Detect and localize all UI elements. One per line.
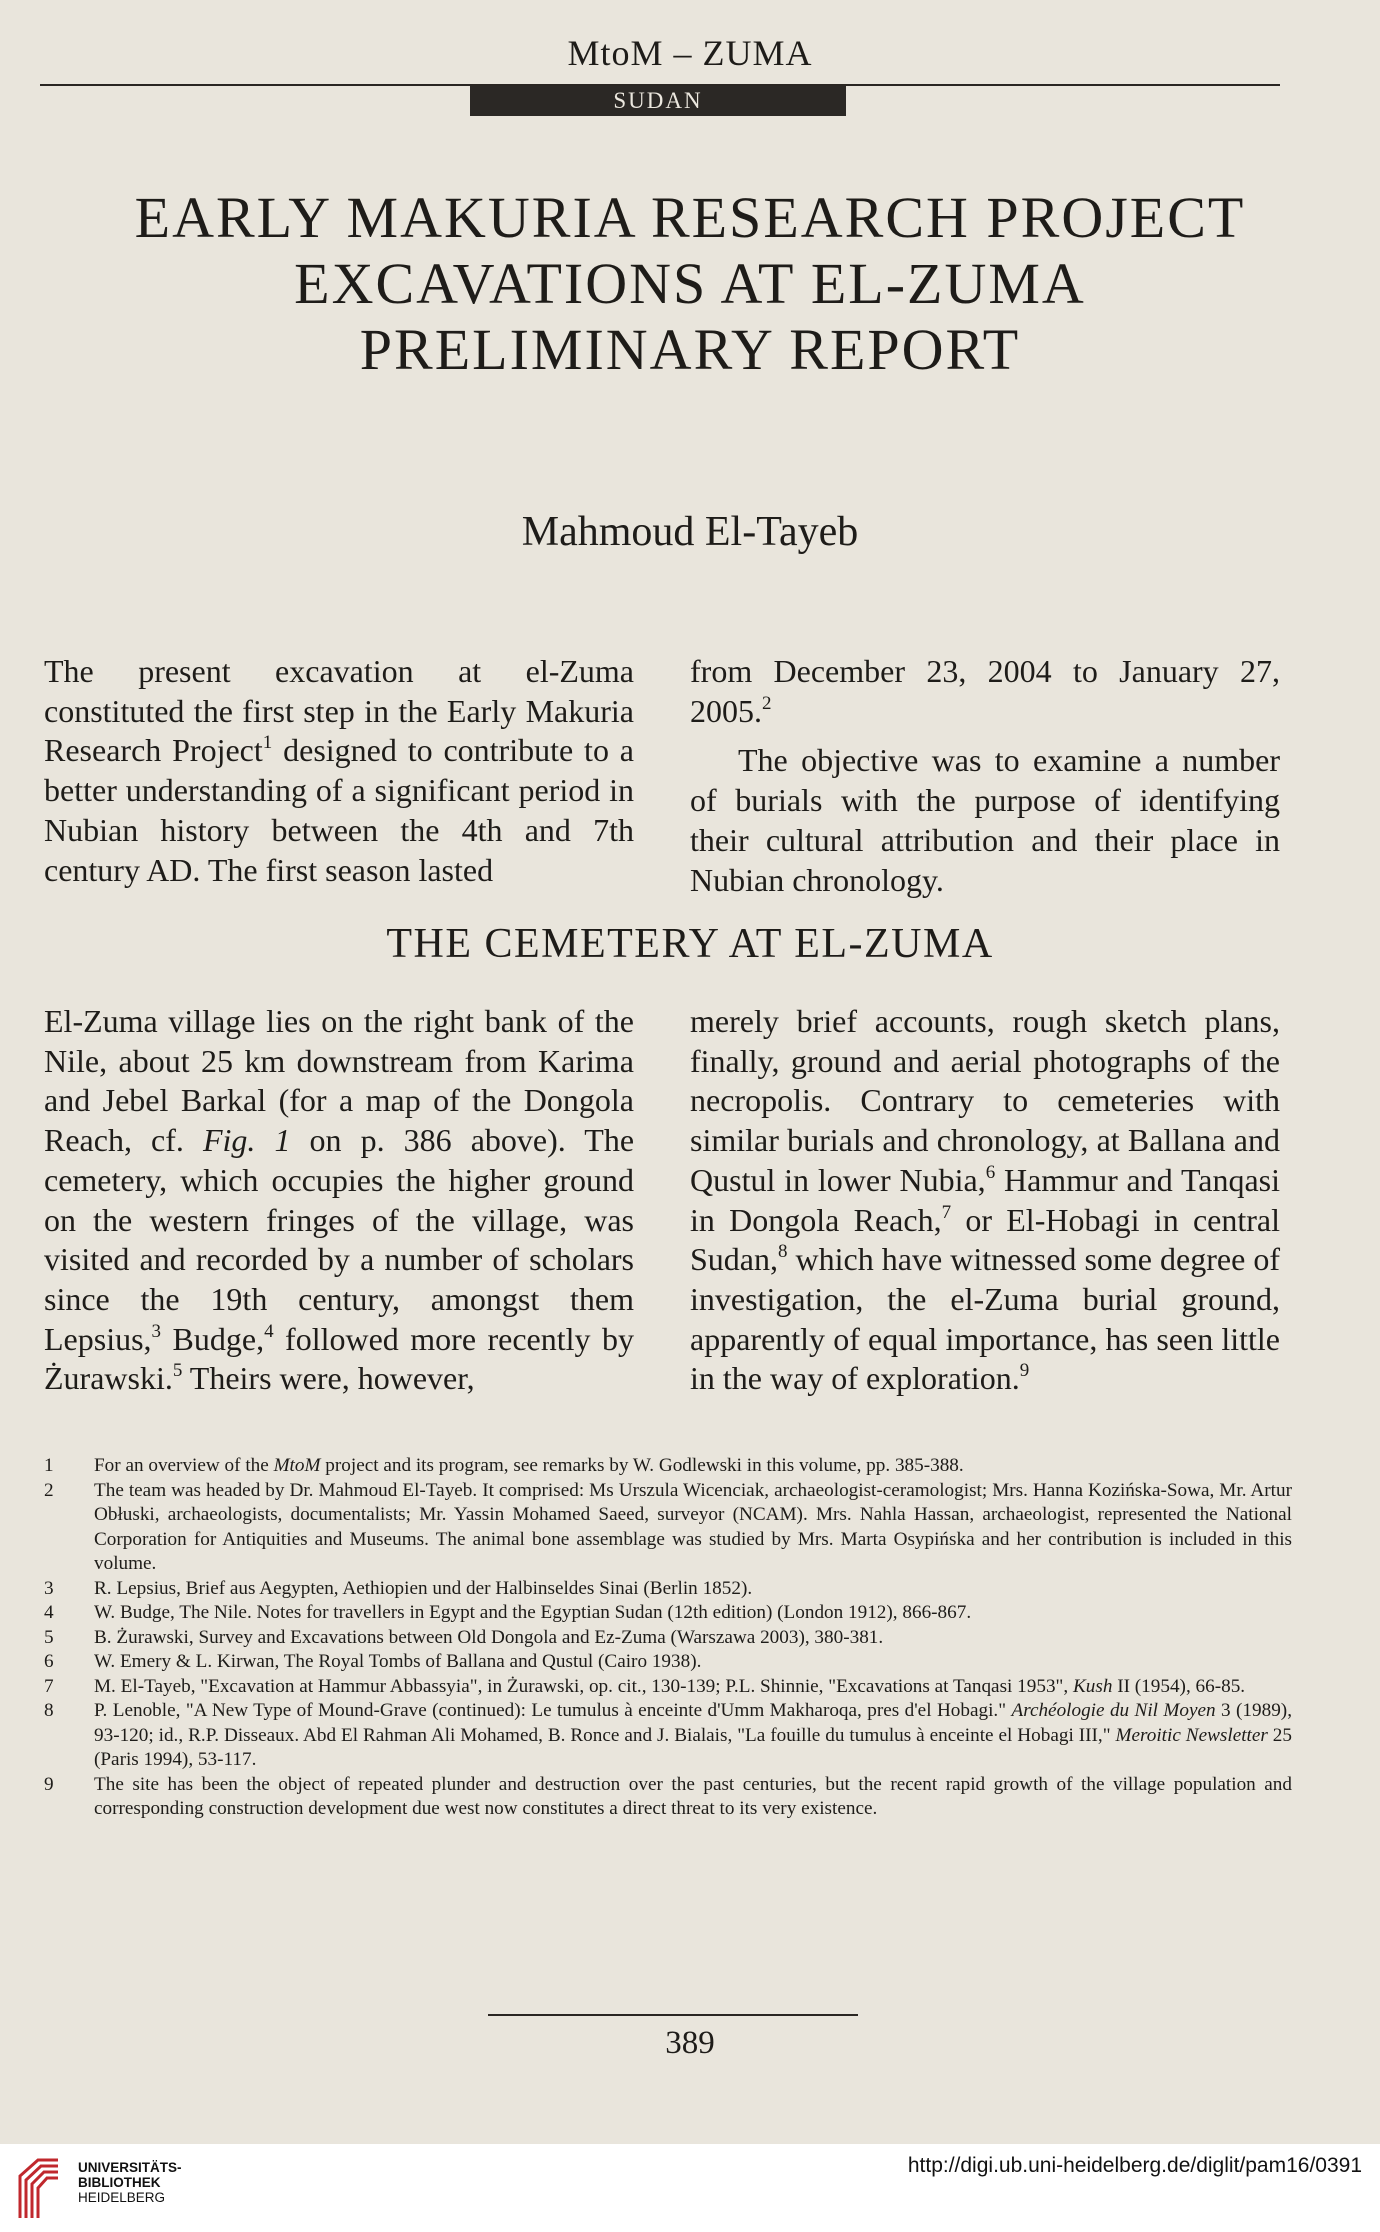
cemetery-paragraph: El-Zuma village lies on the right bank of the Nile, about 25 km downstream from Karima and Jebel Barkal (for a map of the Dongola Reach, cf. Fig. 1 on p. 386 above). The cemetery, which occupies the higher ground on the western fringes of the village, was visited and recorded by a number of scholars since the 19th century, amongst them Lepsius,$^3$ Budge,$^4$ followed more recently by Żurawski.$^5$ Theirs were, however, [44, 1003, 635, 1397]
library-logo-icon [16, 2154, 62, 2222]
title-line-1: EARLY MAKURIA RESEARCH PROJECT [134, 185, 1246, 250]
footnote-ref-6[interactable]: 6 [985, 1161, 996, 1183]
footnote-8: 8 P. Lenoble, "A New Type of Mound-Grave (continued): Le tumulus à enceinte d'Umm Makharoqa, pres d'el Hobagi." Archéologie du Nil Moyen 3 (1989), 93-120; id., R.P. Disseaux. Abd El Rahman Ali Mohamed, B. Ronce and J. Bialais, "La fouille du tumulus à enceinte el Hobagi III," Meroitic Newsletter 25 (Paris 1994), 53-117. [44, 1700, 1292, 1770]
section-heading: THE CEMETERY AT EL-ZUMA [386, 921, 994, 967]
title-line-2: EXCAVATIONS AT EL-ZUMA [294, 251, 1086, 316]
footnote-ref-5[interactable]: 5 [172, 1360, 183, 1382]
footnote-5: 5 B. Żurawski, Survey and Excavations between Old Dongola and Ez-Zuma (Warszawa 2003), 380-381. [44, 1626, 884, 1648]
footnote-7: 7 M. El-Tayeb, "Excavation at Hammur Abbassyia", in Żurawski, op. cit., 130-139; P.L. Shinnie, "Excavations at Tanqasi 1953", Kush II (1954), 66-85. [44, 1675, 1246, 1697]
page-number: 389 [665, 2025, 715, 2061]
library-url-link[interactable]: http://digi.ub.uni-heidelberg.de/diglit/pam16/0391 [907, 2154, 1362, 2177]
intro-paragraph-1: The present excavation at el-Zuma constituted the first step in the Early Makuria Research Project$^1$ designed to contribute to a better understanding of a significant period in Nubian history between the 4th and 7th century AD. The first season lasted [44, 653, 635, 888]
intro-left-column [44, 652, 634, 890]
library-name: UNIVERSITÄTS- BIBLIOTHEK HEIDELBERG [78, 2160, 182, 2205]
intro-right-column [690, 652, 1280, 900]
article-title [40, 185, 1340, 383]
author-name: Mahmoud El-Tayeb [521, 509, 859, 555]
footnote-ref-2[interactable]: 2 [762, 692, 772, 714]
footnote-6: 6 W. Emery & L. Kirwan, The Royal Tombs of Ballana and Qustul (Cairo 1938). [44, 1651, 702, 1672]
footnote-4: 4 W. Budge, The Nile. Notes for travellers in Egypt and the Egyptian Sudan (12th edition) (London 1912), 866-867. [44, 1602, 972, 1623]
footnotes [44, 1454, 1292, 1822]
intro-paragraph-2: The objective was to examine a number of burials with the purpose of identifying their cultural attribution and their place in Nubian chronology. [690, 742, 1280, 898]
cemetery-left-column [44, 1002, 634, 1399]
figure-reference[interactable]: Fig. 1 [202, 1122, 291, 1159]
country-badge: SUDAN [470, 86, 846, 116]
footnote-ref-7[interactable]: 7 [941, 1201, 952, 1223]
footnote-1: 1 For an overview of the MtoM project and its program, see remarks by W. Godlewski in this volume, pp. 385-388. [44, 1455, 964, 1476]
footnote-ref-4[interactable]: 4 [264, 1320, 274, 1342]
footnote-ref-1[interactable]: 1 [262, 732, 273, 754]
cemetery-right-column [690, 1002, 1280, 1399]
library-footer [0, 2144, 1380, 2232]
page-number-rule [488, 2014, 858, 2016]
title-line-3: PRELIMINARY REPORT [359, 317, 1021, 382]
running-head: MtoM – ZUMA [567, 33, 813, 73]
footnote-ref-9[interactable]: 9 [1019, 1360, 1030, 1382]
footnote-2: 2 The team was headed by Dr. Mahmoud El-Tayeb. It comprised: Ms Urszula Wicenciak, archaeologist-ceramologist; Mrs. Hanna Kozińska-Sowa, Mr. Artur Obłuski, archaeologists, documentalists; Mr. Yassin Mohamed Saeed, surveyor (NCAM). Mrs. Nahla Hassan, archaeologist, represented the National Corporation for Antiquities and Museums. The animal bone assemblage was studied by Mrs. Marta Osypińska and her contribution is included in this volume. [44, 1479, 1292, 1574]
footnote-3: 3 R. Lepsius, Brief aus Aegypten, Aethiopien und der Halbinseldes Sinai (Berlin 1852). [44, 1577, 753, 1599]
intro-paragraph-continued: from December 23, 2004 to January 27, 2005.$^2$ [690, 653, 1280, 729]
footnote-ref-8[interactable]: 8 [778, 1241, 788, 1263]
footnote-ref-3[interactable]: 3 [151, 1320, 162, 1342]
cemetery-paragraph-continued: merely brief accounts, rough sketch plans, finally, ground and aerial photographs of the necropolis. Contrary to cemeteries with similar burials and chronology, at Ballana and Qustul in lower Nubia,$^6$ Hammur and Tanqasi in Dongola Reach,$^7$ or El-Hobagi in central Sudan,$^8$ which have witnessed some degree of investigation, the el-Zuma burial ground, apparently of equal importance, has seen little in the way of exploration.$^9$ [690, 1003, 1281, 1397]
footnote-9: 9 The site has been the object of repeated plunder and destruction over the past centuries, but the recent rapid growth of the village population and corresponding construction development due west now constitutes a direct threat to its very existence. [44, 1773, 1292, 1819]
